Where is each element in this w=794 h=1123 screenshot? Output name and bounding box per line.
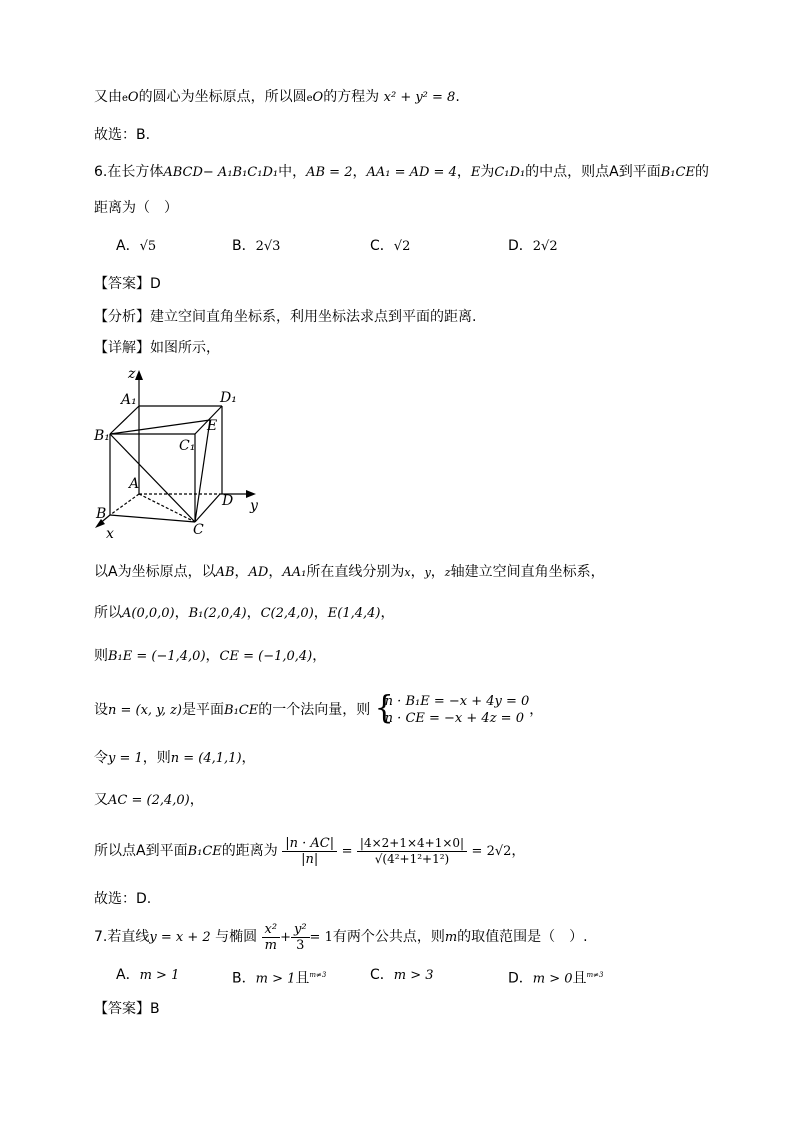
math-plane: B₁CE xyxy=(187,844,222,859)
option-value: √5 xyxy=(139,239,157,254)
text-line-choice-b: 故选：B. xyxy=(94,127,151,143)
equals-one: = 1 xyxy=(309,930,333,945)
distance-result: = 2√2 xyxy=(471,844,512,859)
circle-symbol: e xyxy=(306,93,313,104)
math-ab: AB xyxy=(215,565,235,580)
solution-line-3 xyxy=(94,646,326,667)
circle-symbol: e xyxy=(122,93,128,104)
option-label: C． xyxy=(370,238,394,254)
math-point-b1: B₁(2,0,4) xyxy=(188,606,247,621)
option-a xyxy=(116,236,156,257)
math-circle-equation: x² + y² = 8 xyxy=(383,90,456,105)
option-value: m > 1 xyxy=(255,971,296,987)
math-normal-value: n = (4,1,1) xyxy=(170,751,242,766)
answer-7 xyxy=(94,999,160,1019)
text-segment: ， xyxy=(380,605,395,621)
text-segment: 的距离为 xyxy=(221,843,278,859)
label-e: E xyxy=(207,418,218,434)
text-segment: ， xyxy=(456,164,471,180)
text-segment: ， xyxy=(268,564,283,580)
text-segment: 以A为坐标原点，以 xyxy=(94,564,216,580)
label-d1: D₁ xyxy=(220,390,237,406)
text-segment: . xyxy=(455,89,460,105)
analysis-6 xyxy=(94,307,476,327)
text-segment: 是平面 xyxy=(182,702,225,718)
fraction-denominator: √(4²+1²+1²) xyxy=(374,851,450,866)
math-o: O xyxy=(312,90,324,105)
q7-option-c xyxy=(370,965,434,986)
label-c1: C₁ xyxy=(179,438,196,454)
label-y: y xyxy=(250,498,258,514)
text-segment: ， xyxy=(313,605,328,621)
math-c1d1: C₁D₁ xyxy=(494,165,526,180)
edge-bc xyxy=(110,515,195,522)
option-label: A． xyxy=(116,238,140,254)
math-point-e: E(1,4,4) xyxy=(327,606,381,621)
label-x: x xyxy=(106,526,114,542)
text-segment: 的圆心为坐标原点，所以圆 xyxy=(138,89,307,105)
math-plane: B₁CE xyxy=(224,703,259,718)
option-label: B． xyxy=(232,970,256,987)
text-segment: ， xyxy=(174,605,189,621)
q7-option-a xyxy=(116,965,179,986)
text-segment: 的取值范围是（ ）. xyxy=(457,929,588,945)
solution-line-2 xyxy=(94,603,395,624)
math-aa1: AA₁ xyxy=(282,565,307,580)
fraction-denominator: |n| xyxy=(301,851,319,867)
equation-row-1: n · B₁E = −x + 4y = 0 xyxy=(384,694,530,709)
option-value: 2√3 xyxy=(255,239,281,254)
text-segment: ， xyxy=(234,564,249,580)
option-b xyxy=(232,236,280,257)
label-a: A xyxy=(129,476,140,492)
math-x: x xyxy=(404,566,411,579)
text-segment: ， xyxy=(410,564,425,580)
option-c xyxy=(370,236,410,257)
answer-tag: 【答案】 xyxy=(94,1001,150,1017)
fraction-numerator: |n · AC| xyxy=(282,836,337,852)
text-segment: ， xyxy=(246,605,261,621)
text-segment: 所以点A到平面 xyxy=(94,843,188,859)
text-segment: 有两个公共点，则 xyxy=(332,929,445,945)
option-value: m > 3 xyxy=(393,968,434,983)
text-line-circle-equation xyxy=(94,87,460,109)
math-m: m xyxy=(444,930,458,945)
text-segment: ， xyxy=(352,164,367,180)
answer-value: B xyxy=(150,1001,160,1017)
solution-line-4 xyxy=(94,690,543,731)
text-segment: ， xyxy=(241,750,256,766)
math-cuboid: ABCD− A₁B₁C₁D₁ xyxy=(163,165,279,180)
option-value: 2√2 xyxy=(532,239,558,254)
text-segment: 的中点，则点A到平面 xyxy=(525,164,661,180)
plus-sign: + xyxy=(280,930,291,945)
option-value: m > 1 xyxy=(139,968,180,983)
math-point-a: A(0,0,0) xyxy=(122,606,175,621)
ab-hidden-edge xyxy=(110,494,139,515)
answer-value: D xyxy=(150,276,161,292)
text-segment: ，则 xyxy=(142,750,171,766)
option-label: D． xyxy=(508,970,533,987)
label-b: B xyxy=(96,506,107,522)
text-segment: 所以 xyxy=(94,605,122,621)
math-line-eq: y = x + 2 xyxy=(149,930,211,945)
answer-6 xyxy=(94,274,161,294)
option-label: A． xyxy=(116,967,140,983)
line-ce xyxy=(195,420,210,522)
detail-6 xyxy=(94,338,220,358)
option-label: D． xyxy=(508,238,533,254)
distance-fraction-1 xyxy=(282,836,337,867)
text-segment: 与椭圆 xyxy=(215,929,258,945)
text-segment: 又 xyxy=(94,792,108,808)
detail-tag: 【详解】 xyxy=(94,340,150,356)
math-point-c: C(2,4,0) xyxy=(260,606,314,621)
label-b1: B₁ xyxy=(94,428,110,444)
option-label: C． xyxy=(370,967,394,983)
label-d: D xyxy=(222,493,234,509)
option-tail: 且 xyxy=(572,970,587,987)
fraction-denominator: m xyxy=(264,937,277,953)
analysis-tag: 【分析】 xyxy=(94,309,150,325)
detail-text: 如图所示， xyxy=(150,340,220,356)
text-segment: ， xyxy=(529,702,544,718)
option-value: m > 0 xyxy=(532,971,573,987)
math-aa1: AA₁ = AD = 4 xyxy=(366,165,457,180)
text-segment: 若直线 xyxy=(107,929,150,945)
fraction-numerator: |4×2+1×4+1×0| xyxy=(357,836,467,852)
fraction-numerator: x² xyxy=(262,922,281,938)
option-tail: 且 xyxy=(295,970,310,987)
equation-row-2: n · CE = −x + 4z = 0 xyxy=(384,711,524,726)
math-vector-b1e: B₁E = (−1,4,0) xyxy=(108,649,206,664)
option-small: m≠3 xyxy=(586,971,604,979)
label-c: C xyxy=(193,522,204,538)
math-y-eq: y = 1 xyxy=(108,751,143,766)
question-7-stem xyxy=(94,920,588,955)
text-segment: 则 xyxy=(94,648,108,664)
text-segment: 又由 xyxy=(94,89,122,105)
math-vector-ce: CE = (−1,0,4) xyxy=(219,649,313,664)
equation-system xyxy=(374,690,530,727)
solution-line-5 xyxy=(94,748,256,769)
text-segment: 令 xyxy=(94,750,108,766)
solution-line-7 xyxy=(94,832,525,871)
ellipse-fraction-y xyxy=(291,922,310,953)
text-segment: 的一个法向量，则 xyxy=(258,702,371,718)
fraction-numerator: y² xyxy=(291,922,310,938)
math-plane: B₁CE xyxy=(660,165,695,180)
option-d xyxy=(508,236,558,257)
text-segment: 在长方体 xyxy=(107,164,164,180)
math-ab: AB = 2 xyxy=(306,165,353,180)
solution-line-6 xyxy=(94,790,204,811)
math-e: E xyxy=(470,165,481,180)
answer-tag: 【答案】 xyxy=(94,276,150,292)
math-y: y xyxy=(424,566,431,579)
analysis-text: 建立空间直角坐标系，利用坐标法求点到平面的距离. xyxy=(150,309,477,325)
text-segment: ， xyxy=(511,843,526,859)
text-segment: 所在直线分别为 xyxy=(306,564,405,580)
q7-option-d xyxy=(508,965,604,990)
y-axis-arrow xyxy=(246,490,256,498)
math-z: z xyxy=(444,566,451,579)
label-z: z xyxy=(128,366,136,382)
math-vector-ac: AC = (2,4,0) xyxy=(108,793,190,808)
text-segment: 为 xyxy=(480,164,495,180)
solution-line-8: 故选：D. xyxy=(94,891,152,907)
math-o: O xyxy=(127,90,139,105)
text-segment: 轴建立空间直角坐标系， xyxy=(450,564,605,580)
line-b1e xyxy=(110,420,210,434)
text-segment: 设 xyxy=(94,702,108,718)
question-6-stem-cont: 距离为（ ） xyxy=(94,200,178,216)
text-segment: 中， xyxy=(278,164,307,180)
text-segment: ， xyxy=(312,648,327,664)
brace-symbol: { xyxy=(374,690,394,727)
math-normal-vector: n = (x, y, z) xyxy=(108,703,183,718)
option-value: √2 xyxy=(393,239,411,254)
option-small: m≠3 xyxy=(309,971,327,979)
text-segment: 的 xyxy=(694,164,709,180)
math-ad: AD xyxy=(248,565,269,580)
label-a1: A₁ xyxy=(121,392,137,408)
fraction-denominator: 3 xyxy=(296,937,305,953)
text-segment: ， xyxy=(205,648,220,664)
option-label: B． xyxy=(232,238,256,254)
text-segment: 的方程为 xyxy=(323,89,380,105)
cuboid-figure xyxy=(92,362,272,542)
text-segment: ， xyxy=(189,792,204,808)
ellipse-fraction-x xyxy=(262,922,281,953)
edge-a1b1 xyxy=(110,406,139,434)
text-segment: ， xyxy=(430,564,445,580)
q7-option-b xyxy=(232,965,326,990)
question-number: 6. xyxy=(94,164,108,180)
equals-sign: = xyxy=(341,844,353,859)
solution-line-1 xyxy=(94,562,605,583)
distance-fraction-2 xyxy=(357,836,467,867)
question-number: 7. xyxy=(94,929,108,945)
question-6-stem xyxy=(94,162,709,183)
z-axis-arrow xyxy=(135,370,143,380)
